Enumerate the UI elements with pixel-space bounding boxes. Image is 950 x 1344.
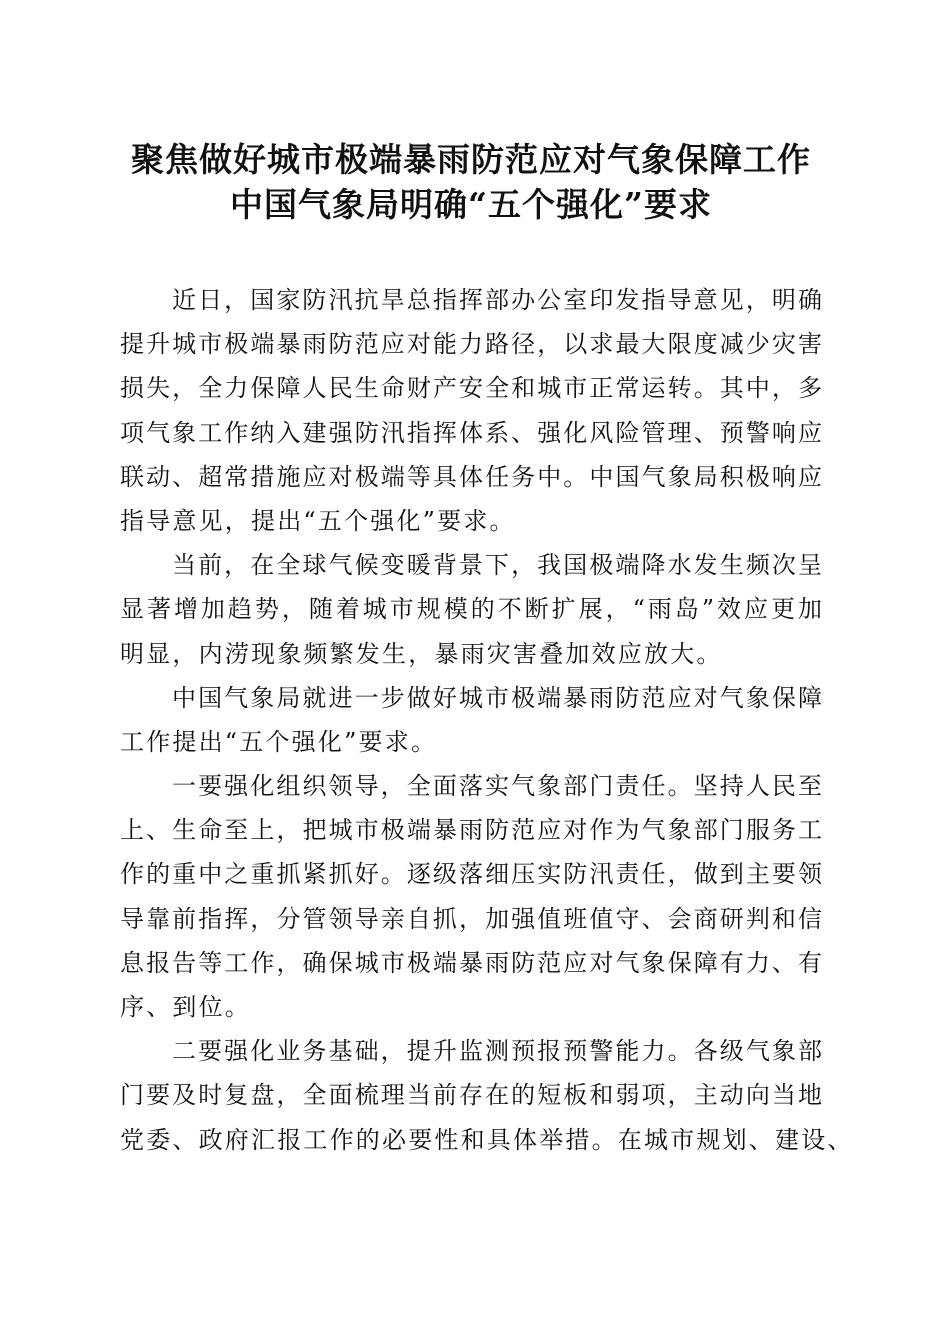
paragraph-line: 息报告等工作，确保城市极端暴雨防范应对气象保障有力、有	[120, 948, 822, 977]
paragraph-line: 上、生命至上，把城市极端暴雨防范应对作为气象部门服务工	[120, 816, 822, 845]
paragraph-line: 联动、超常措施应对极端等具体任务中。中国气象局积极响应	[120, 462, 822, 491]
paragraph-line: 近日，国家防汛抗旱总指挥部办公室印发指导意见，明确	[172, 286, 822, 314]
paragraph-line: 中国气象局就进一步做好城市极端暴雨防范应对气象保障	[172, 683, 822, 712]
paragraph-line: 工作提出“五个强化”要求。	[120, 727, 438, 756]
paragraph-line: 导靠前指挥，分管领导亲自抓，加强值班值守、会商研判和信	[120, 904, 822, 933]
paragraph	[120, 543, 822, 676]
paragraph-line: 二要强化业务基础，提升监测预报预警能力。各级气象部	[172, 1037, 822, 1066]
paragraph-line: 提升城市极端暴雨防范应对能力路径，以求最大限度减少灾害	[120, 330, 822, 359]
paragraph-line: 党委、政府汇报工作的必要性和具体举措。在城市规划、建设、	[120, 1125, 854, 1154]
paragraph-line: 门要及时复盘，全面梳理当前存在的短板和弱项，主动向当地	[120, 1081, 822, 1110]
document-body	[120, 278, 854, 1162]
paragraph-line: 损失，全力保障人民生命财产安全和城市正常运转。其中，多	[120, 374, 822, 403]
paragraph-line: 一要强化组织领导，全面落实气象部门责任。坚持人民至	[172, 772, 822, 801]
document-title-line-2: 中国气象局明确“五个强化”要求	[230, 185, 712, 224]
paragraph-line: 显著增加趋势，随着城市规模的不断扩展，“雨岛”效应更加	[120, 595, 822, 624]
paragraph-line: 明显，内涝现象频繁发生，暴雨灾害叠加效应放大。	[120, 639, 723, 668]
paragraph-line: 指导意见，提出“五个强化”要求。	[120, 506, 516, 535]
paragraph	[120, 1029, 854, 1162]
paragraph-line: 当前，在全球气候变暖背景下，我国极端降水发生频次呈	[172, 551, 822, 580]
paragraph	[120, 764, 822, 1029]
paragraph-line: 项气象工作纳入建强防汛指挥体系、强化风险管理、预警响应	[120, 418, 822, 447]
paragraph	[120, 676, 822, 764]
paragraph	[120, 278, 822, 543]
document-title-line-1: 聚焦做好城市极端暴雨防范应对气象保障工作	[131, 140, 811, 179]
paragraph-line: 序、到位。	[120, 993, 251, 1021]
paragraph-line: 作的重中之重抓紧抓好。逐级落细压实防汛责任，做到主要领	[120, 860, 822, 889]
